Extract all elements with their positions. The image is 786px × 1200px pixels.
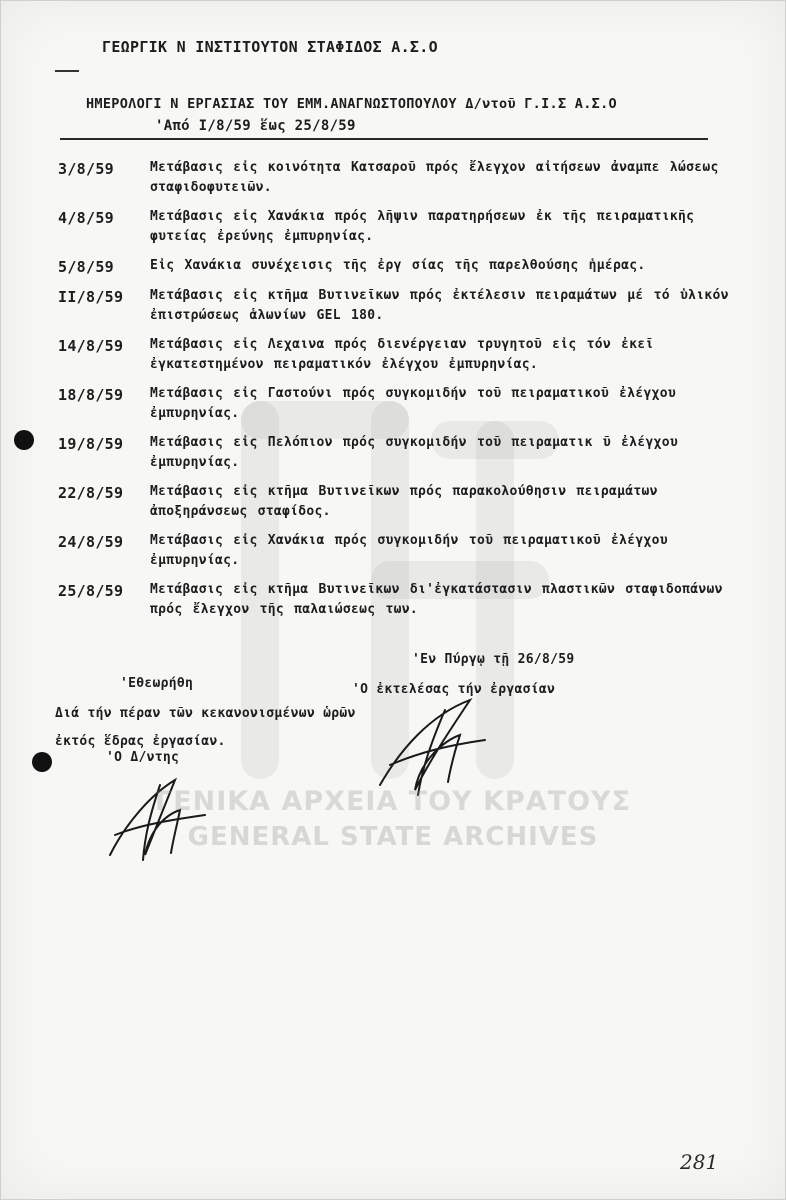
entry-date: 24/8/59 <box>58 533 124 551</box>
entry-date: 18/8/59 <box>58 386 124 404</box>
entry-text: Μετάβασις εἰς Πελόπιον πρός συγκομιδήν τοῦ πειραματικ ῦ ἐλέγχου ἐμπυρηνίας. <box>150 435 678 470</box>
entry-text: Μετάβασις εἰς κτῆμα Βυτινεῖκων πρός ἐκτέλεσιν πειραμάτων μέ τό ὑλικόν ἐπιστρώσεως ἁλωνίων GEL 180. <box>150 288 729 323</box>
journal-entry <box>58 580 758 620</box>
entry-date: 3/8/59 <box>58 160 114 178</box>
entry-date: 19/8/59 <box>58 435 124 453</box>
entry-date: 22/8/59 <box>58 484 124 502</box>
place-and-date: 'Εν Πύργῳ τῇ 26/8/59 <box>412 652 575 667</box>
journal-entry <box>58 531 758 571</box>
header-dash <box>55 70 79 72</box>
executor-label: 'Ο ἐκτελέσας τήν ἐργασίαν <box>352 682 556 697</box>
entry-text: Μετάβασις εἰς Λεχαινα πρός διενέργειαν τρυγητοῦ εἰς τόν ἐκεῖ ἐγκατεστημένον πειραματικόν ἐλέγχου ἐμπυρηνίας. <box>150 337 654 372</box>
entry-text: Μετάβασις εἰς Χανάκια πρός συγκομιδήν τοῦ πειραματικοῦ ἐλέγχου ἐμπυρηνίας. <box>150 533 668 568</box>
entry-date: 4/8/59 <box>58 209 114 227</box>
institute-heading: ΓΕΩΡΓΙΚ Ν ΙΝΣΤΙΤΟΥΤΟΝ ΣΤΑΦΙΔΟΣ Α.Σ.Ο <box>102 38 438 56</box>
journal-heading: ΗΜΕΡΟΛΟΓΙ Ν ΕΡΓΑΣΙΑΣ ΤΟΥ ΕΜΜ.ΑΝΑΓΝΩΣΤΟΠΟΥΛΟΥ Δ/ντοῦ Γ.Ι.Σ Α.Σ.Ο <box>86 96 617 112</box>
entry-text: Εἰς Χανάκια συνέχεισις τῆς ἐργ σίας τῆς παρελθούσης ἡμέρας. <box>150 258 646 273</box>
approved-label: 'Εθεωρήθη <box>120 676 194 691</box>
journal-entry <box>58 256 758 277</box>
journal-entry <box>58 335 758 375</box>
punch-hole <box>32 752 52 772</box>
journal-entry <box>58 286 758 326</box>
period-heading: 'Από Ι/8/59 ἕως 25/8/59 <box>155 118 356 134</box>
entry-date: ΙΙ/8/59 <box>58 288 124 306</box>
entry-text: Μετάβασις εἰς κτῆμα Βυτινεῖκων δι'ἐγκατάστασιν πλαστικῶν σταφιδοπάνων πρός ἔλεγχον τῆς παλαιώσεως των. <box>150 582 723 617</box>
journal-entry <box>58 207 758 247</box>
entry-text: Μετάβασις εἰς κτῆμα Βυτινεῖκων πρός παρακολούθησιν πειραμάτων ἀποξηράνσεως σταφίδος. <box>150 484 658 519</box>
header-underline <box>60 138 708 140</box>
page-number: 281 <box>680 1150 719 1174</box>
watermark-greek: ΓΕΝΙΚΑ ΑΡΧΕΙΑ ΤΟΥ ΚΡΑΤΟΥΣ <box>154 786 632 817</box>
journal-entry <box>58 384 758 424</box>
journal-entry <box>58 158 758 198</box>
entry-date: 14/8/59 <box>58 337 124 355</box>
journal-entry <box>58 433 758 473</box>
entry-date: 5/8/59 <box>58 258 114 276</box>
watermark-english: GENERAL STATE ARCHIVES <box>187 822 599 852</box>
overtime-note: Διά τήν πέραν τῶν κεκανονισμένων ὡρῶν ἐκτός ἕδρας ἐργασίαν. <box>55 706 356 749</box>
director-label: 'Ο Δ/ντης <box>106 750 180 765</box>
journal-entry <box>58 482 758 522</box>
executor-signature <box>360 690 510 800</box>
entry-date: 25/8/59 <box>58 582 124 600</box>
entry-text: Μετάβασις εἰς Χανάκια πρός λῆψιν παρατηρήσεων ἐκ τῆς πειραματικῆς φυτείας ἐρεύνης ἐμπυρηνίας. <box>150 209 695 244</box>
punch-hole <box>14 430 34 450</box>
entry-text: Μετάβασις εἰς Γαστούνι πρός συγκομιδήν τοῦ πειραματικοῦ ἐλέγχου ἐμπυρηνίας. <box>150 386 676 421</box>
journal-entries <box>58 158 758 629</box>
entry-text: Μετάβασις εἰς κοινότητα Κατσαροῦ πρός ἔλεγχον αἰτήσεων ἀναμπε λώσεως σταφιδοφυτειῶν. <box>150 160 719 195</box>
